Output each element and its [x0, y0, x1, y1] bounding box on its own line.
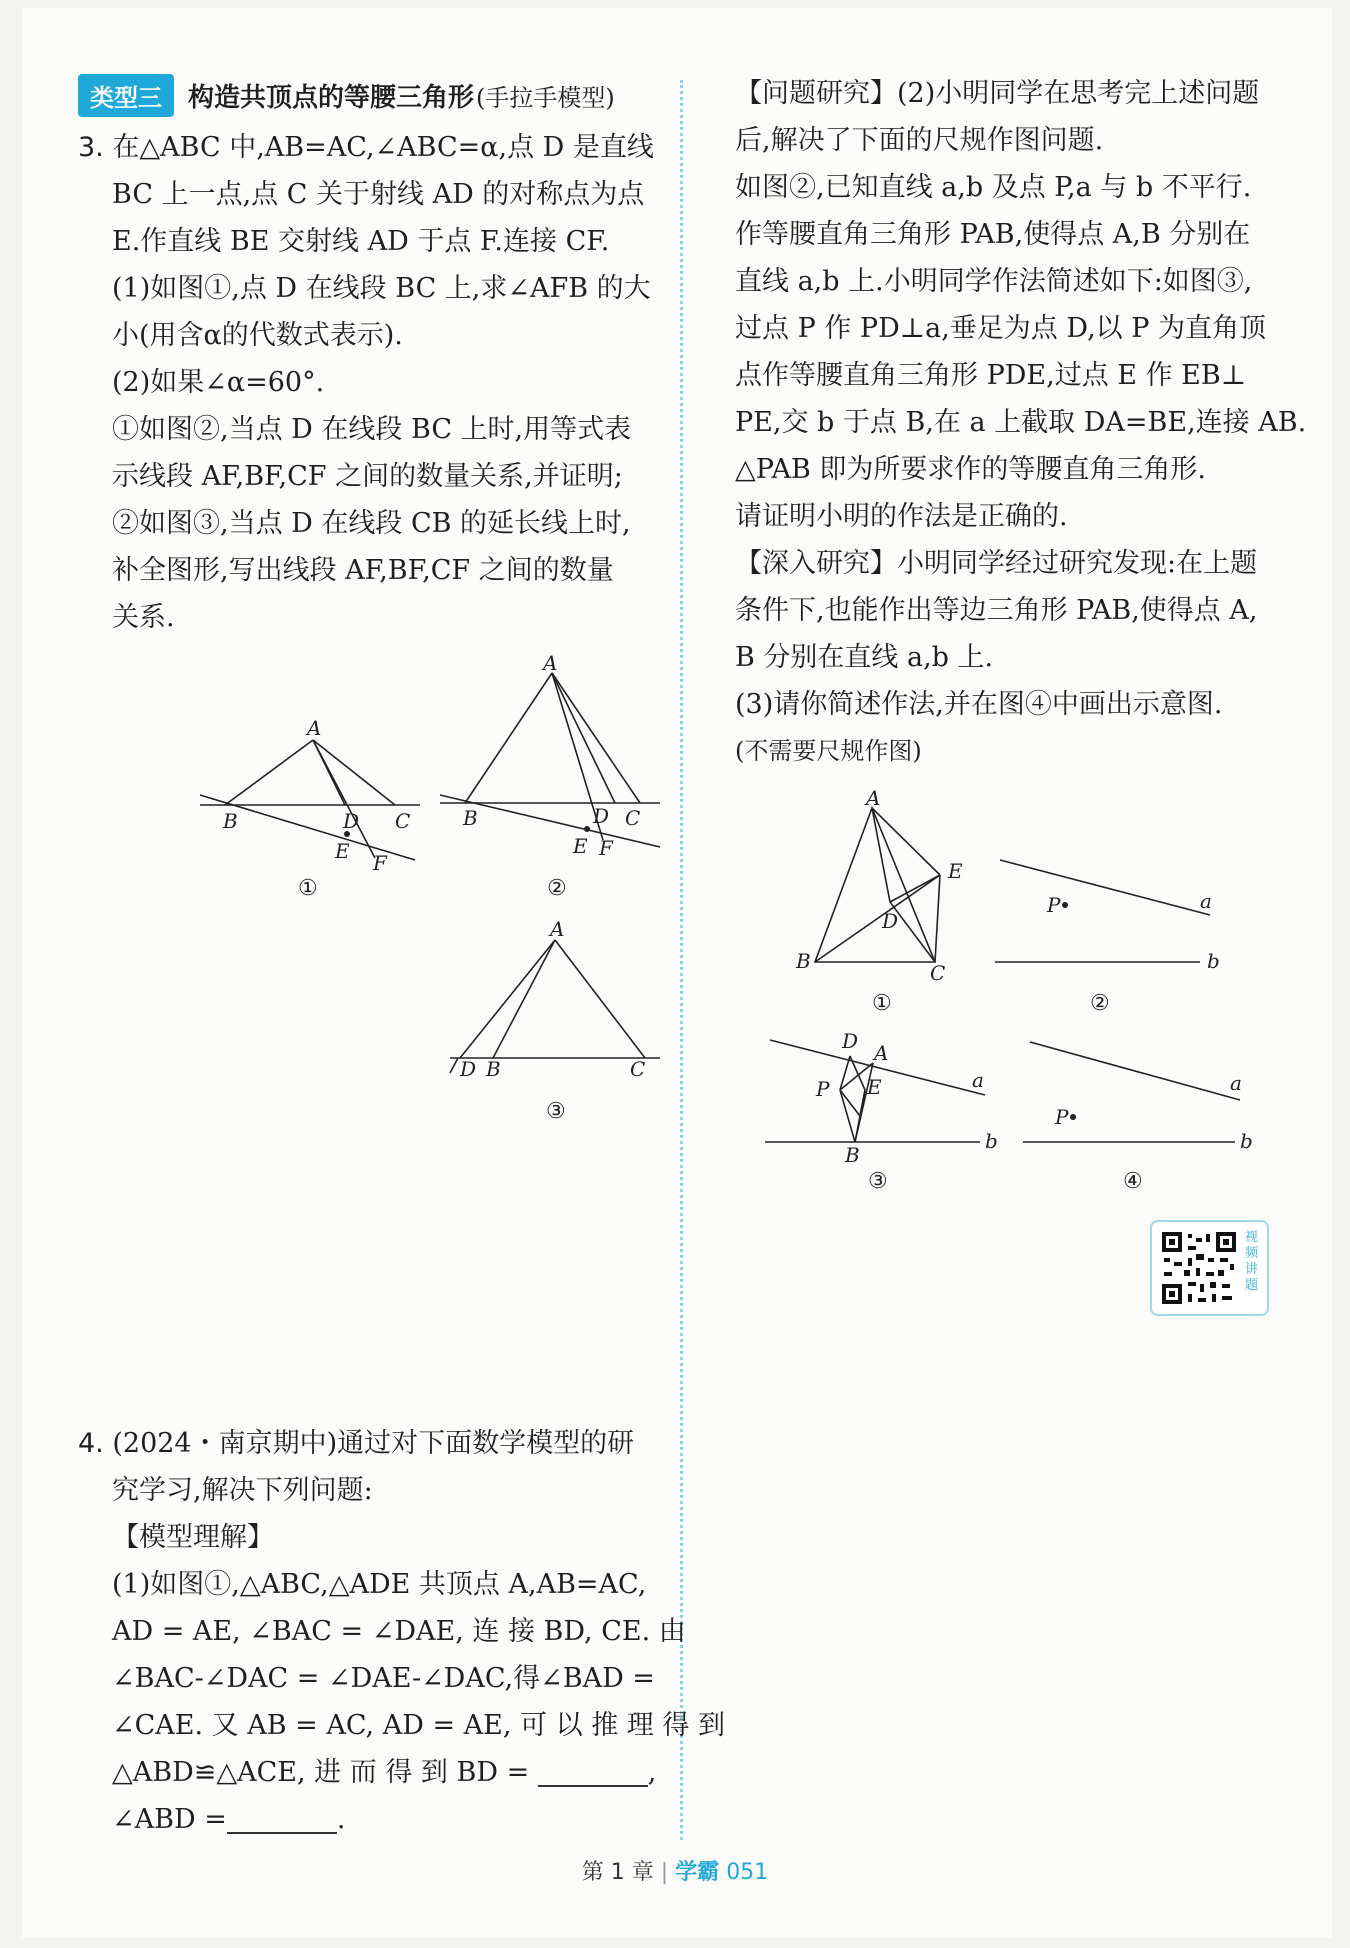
type-badge: 类型三 — [78, 74, 174, 117]
label-E: E — [948, 859, 963, 883]
label-A: A — [307, 716, 322, 740]
brand-label: 学霸 — [675, 1860, 720, 1885]
q3-line: 小(用含α的代数式表示). — [112, 320, 403, 351]
label-D: D — [343, 809, 360, 833]
q4-line: 究学习,解决下列问题: — [112, 1475, 373, 1506]
right-line: 点作等腰直角三角形 PDE,过点 E 作 EB⊥ — [735, 360, 1247, 391]
right-line: 过点 P 作 PD⊥a,垂足为点 D,以 P 为直角顶 — [735, 313, 1266, 344]
right-line: 后,解决了下面的尺规作图问题. — [735, 125, 1104, 156]
q4-line: ∠BAC-∠DAC = ∠DAE-∠DAC,得∠BAD = — [112, 1663, 655, 1694]
label-B: B — [463, 806, 478, 830]
label-D: D — [882, 909, 899, 933]
label-D: D — [842, 1030, 859, 1053]
left-column — [78, 70, 668, 641]
caption-1: ① — [872, 991, 892, 1015]
q3-line: ②如图③,当点 D 在线段 CB 的延长线上时, — [112, 508, 631, 539]
q4-number: 4. — [78, 1428, 104, 1459]
right-line: 直线 a,b 上.小明同学作法简述如下:如图③, — [735, 266, 1253, 297]
label-b: b — [985, 1129, 998, 1153]
right-line: PE,交 b 于点 B,在 a 上截取 DA=BE,连接 AB. — [735, 407, 1307, 438]
q3-line: (2)如果∠α=60°. — [112, 367, 325, 398]
q4-line: 4. (2024・南京期中)通过对下面数学模型的研 — [78, 1428, 635, 1459]
section-subtitle: (手拉手模型) — [476, 83, 615, 112]
qr-label: 视频讲题 — [1245, 1230, 1259, 1293]
label-F: F — [599, 836, 613, 860]
caption-2: ② — [1090, 991, 1110, 1015]
label-P: P — [1047, 893, 1061, 917]
right-line: 【问题研究】(2)小明同学在思考完上述问题 — [735, 78, 1260, 109]
label-P: P — [816, 1077, 830, 1101]
q4-line: (1)如图①,△ABC,△ADE 共顶点 A,AB=AC, — [112, 1569, 647, 1600]
label-b: b — [1207, 949, 1220, 973]
answer-blank[interactable] — [538, 1755, 648, 1787]
qr-code[interactable] — [1150, 1220, 1269, 1316]
q3-line: ①如图②,当点 D 在线段 BC 上时,用等式表 — [112, 414, 632, 445]
label-A: A — [550, 918, 565, 941]
caption-3: ③ — [546, 1099, 566, 1124]
q4-figure-3 — [760, 1030, 1005, 1195]
q4-line: AD = AE, ∠BAC = ∠DAE, 连 接 BD, CE. 由 — [112, 1616, 686, 1647]
q3-line: 3. 在△ABC 中,AB=AC,∠ABC=α,点 D 是直线 — [78, 132, 654, 163]
label-A: A — [866, 790, 881, 810]
label-C: C — [395, 809, 411, 833]
q3-figure-3 — [440, 918, 665, 1128]
q3-number: 3. — [78, 132, 104, 163]
caption-2: ② — [547, 876, 567, 900]
label-A: A — [543, 655, 558, 675]
label-B: B — [486, 1057, 501, 1081]
caption-4: ④ — [1123, 1169, 1143, 1194]
qr-code-icon — [1160, 1230, 1238, 1306]
q3-line: BC 上一点,点 C 关于射线 AD 的对称点为点 — [112, 179, 645, 210]
label-D: D — [460, 1057, 477, 1081]
page-number: 051 — [726, 1860, 769, 1885]
q4-line: 【模型理解】 — [112, 1522, 274, 1553]
label-E: E — [573, 834, 588, 858]
q4-figure-2 — [985, 840, 1255, 1015]
q4-figure-4 — [1015, 1030, 1260, 1195]
q4-line: ∠ABD = . — [112, 1804, 346, 1835]
label-B: B — [845, 1143, 860, 1167]
q3-figure-2 — [435, 655, 665, 900]
label-E: E — [867, 1075, 882, 1099]
right-line: 请证明小明的作法是正确的. — [735, 501, 1068, 532]
q3-line: 补全图形,写出线段 AF,BF,CF 之间的数量 — [112, 555, 614, 586]
section-title: 构造共顶点的等腰三角形 — [188, 82, 475, 113]
chapter-label: 第 1 章 — [581, 1860, 654, 1885]
right-line: 如图②,已知直线 a,b 及点 P,a 与 b 不平行. — [735, 172, 1252, 203]
question-4 — [78, 1420, 725, 1843]
label-a: a — [972, 1068, 984, 1092]
right-line: (不需要尺规作图) — [735, 737, 922, 765]
label-B: B — [223, 809, 238, 833]
caption-3: ③ — [868, 1169, 888, 1194]
label-B: B — [796, 949, 811, 973]
q3-line: 示线段 AF,BF,CF 之间的数量关系,并证明; — [112, 461, 623, 492]
label-A: A — [874, 1041, 889, 1065]
q3-line: (1)如图①,点 D 在线段 BC 上,求∠AFB 的大 — [112, 273, 651, 304]
column-divider — [680, 80, 683, 1840]
q4-line: △ABD≌△ACE, 进 而 得 到 BD = , — [112, 1757, 657, 1788]
q3-figure-1 — [195, 710, 425, 900]
caption-1: ① — [298, 876, 318, 900]
label-F: F — [373, 851, 387, 875]
right-column — [735, 70, 1307, 775]
label-b: b — [1240, 1129, 1253, 1153]
label-E: E — [335, 839, 350, 863]
right-line: △PAB 即为所要求作的等腰直角三角形. — [735, 454, 1206, 485]
right-line: (3)请你简述作法,并在图④中画出示意图. — [735, 689, 1223, 720]
right-line: B 分别在直线 a,b 上. — [735, 642, 994, 673]
right-line: 条件下,也能作出等边三角形 PAB,使得点 A, — [735, 595, 1258, 626]
label-a: a — [1200, 889, 1212, 913]
section-header — [78, 70, 668, 120]
footer-separator: | — [660, 1860, 669, 1885]
label-P: P — [1055, 1105, 1069, 1129]
label-C: C — [625, 806, 641, 830]
label-C: C — [630, 1057, 646, 1081]
q3-line: 关系. — [112, 602, 175, 633]
label-C: C — [930, 961, 946, 985]
answer-blank[interactable] — [227, 1802, 337, 1834]
q3-line: E.作直线 BE 交射线 AD 于点 F.连接 CF. — [112, 226, 610, 257]
question-3 — [78, 124, 668, 641]
label-D: D — [593, 804, 610, 828]
q4-figure-1 — [790, 790, 975, 1015]
label-a: a — [1230, 1071, 1242, 1095]
right-line: 【深入研究】小明同学经过研究发现:在上题 — [735, 548, 1258, 579]
q4-line: ∠CAE. 又 AB = AC, AD = AE, 可 以 推 理 得 到 — [112, 1710, 725, 1741]
right-line: 作等腰直角三角形 PAB,使得点 A,B 分别在 — [735, 219, 1251, 250]
page-footer — [0, 1855, 1350, 1886]
